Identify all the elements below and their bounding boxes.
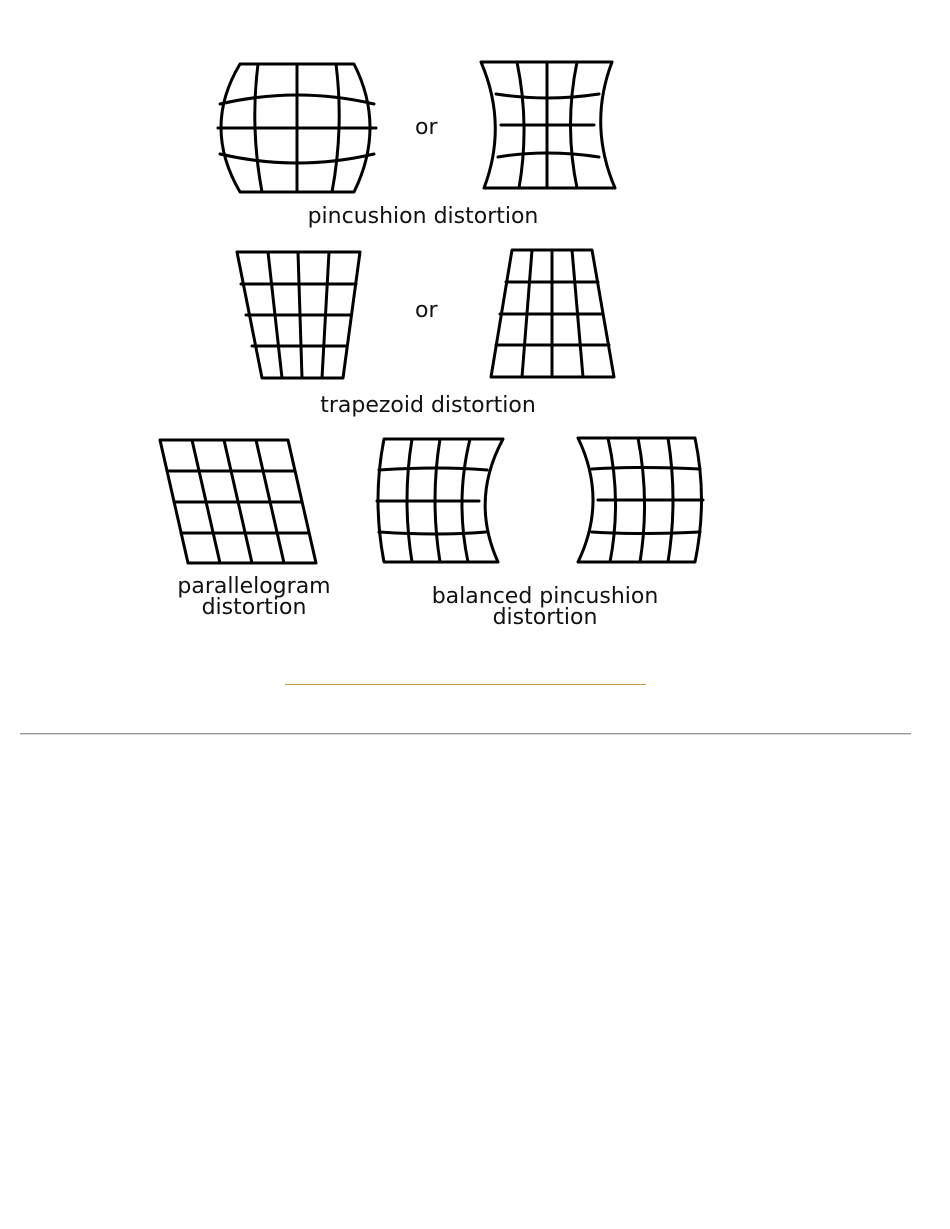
pincushion-caption: pincushion distortion <box>307 204 539 229</box>
trapezoid-grid-wide-bottom <box>491 250 614 377</box>
balanced-caption-line1: balanced pincushion <box>431 584 659 609</box>
or-label-row1: or <box>415 115 438 140</box>
parallelogram-grid <box>160 440 316 563</box>
link-underline[interactable] <box>285 684 646 685</box>
or-label-row2: or <box>415 298 438 323</box>
pincushion-grid-concave <box>481 62 615 188</box>
balanced-pincushion-grid-left <box>377 439 503 562</box>
parallelogram-caption-line1: parallelogram <box>177 574 331 599</box>
pincushion-grid-barrel <box>218 64 376 192</box>
horizontal-rule <box>20 733 911 735</box>
trapezoid-grid-wide-top <box>237 252 360 378</box>
balanced-caption-line2: distortion <box>492 605 598 630</box>
trapezoid-caption: trapezoid distortion <box>320 393 536 418</box>
balanced-pincushion-grid-right <box>578 438 703 562</box>
parallelogram-caption-line2: distortion <box>201 595 307 620</box>
